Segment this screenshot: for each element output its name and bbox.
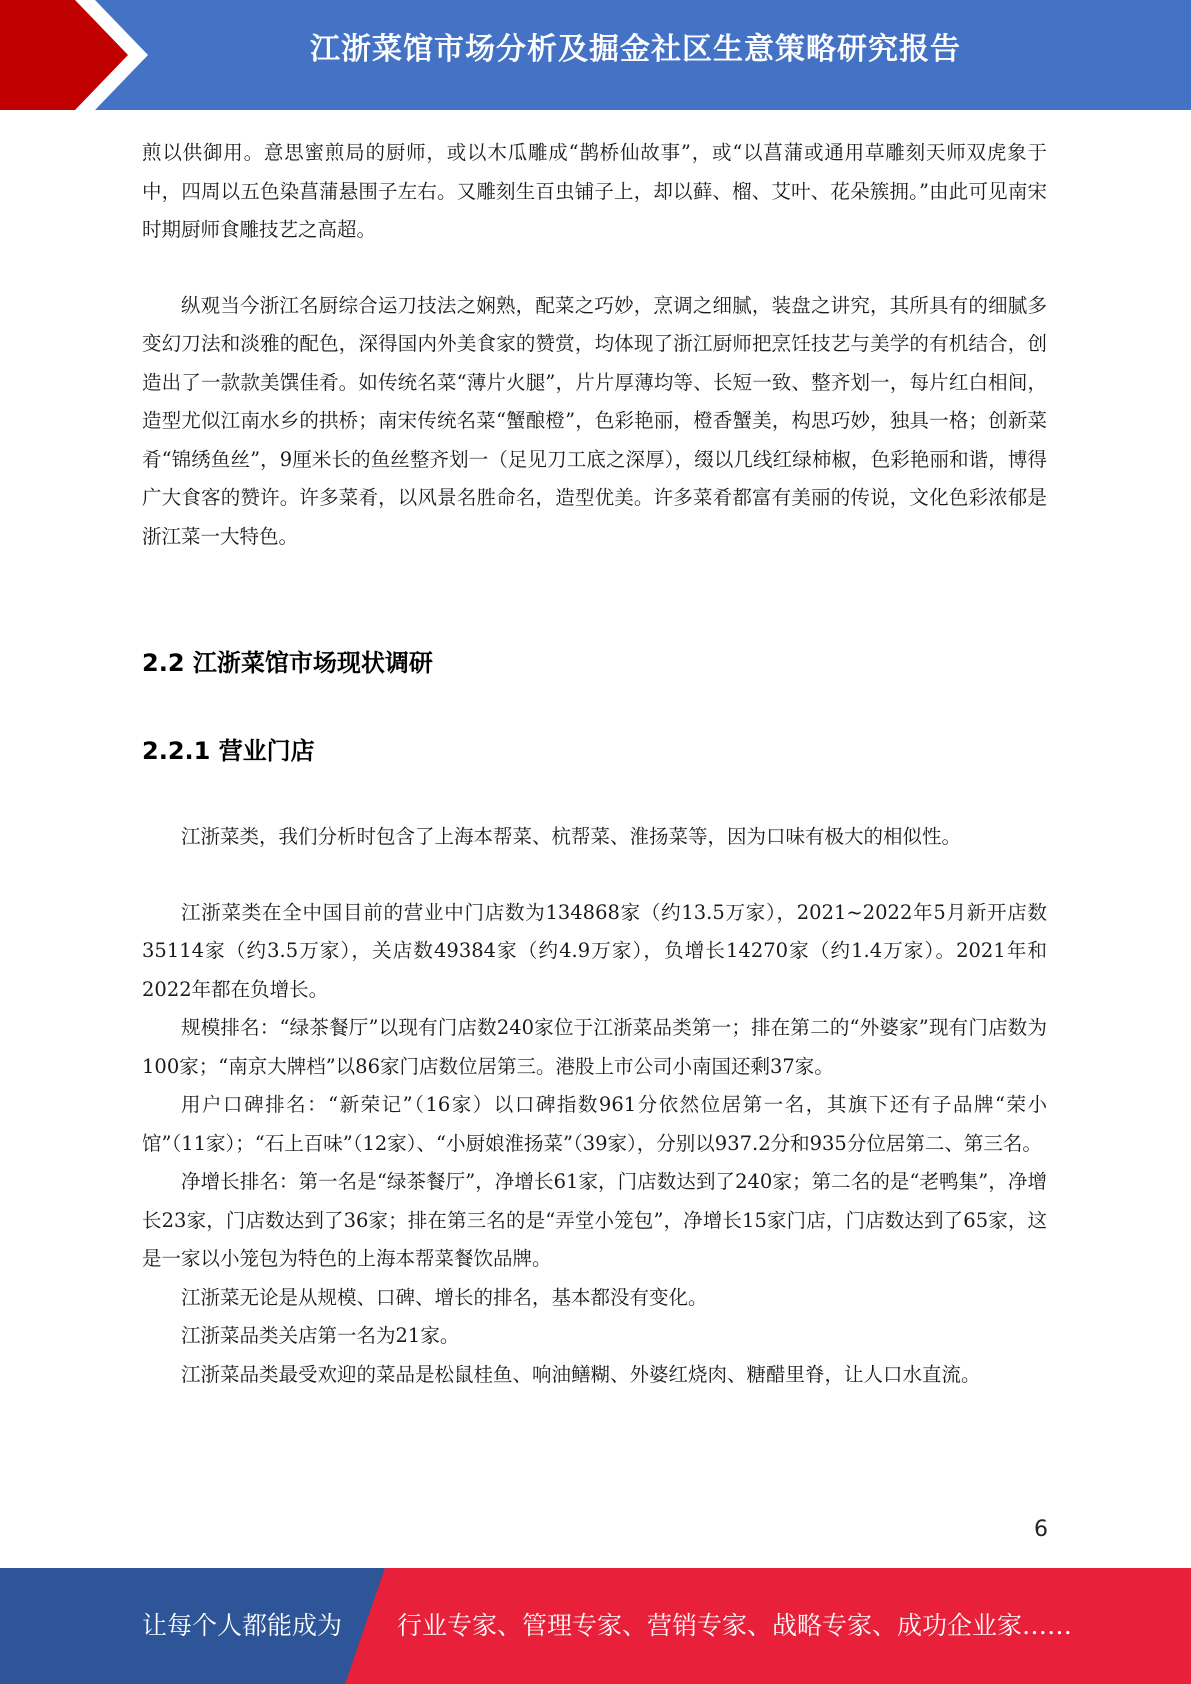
page-content — [142, 134, 1047, 1394]
paragraph: 江浙菜品类最受欢迎的菜品是松鼠桂鱼、响油鳝糊、外婆红烧肉、糖醋里脊，让人口水直流。 — [181, 1362, 981, 1386]
paragraph: 煎以供御用。意思蜜煎局的厨师，或以木瓜雕成“鹊桥仙故事”，或“以菖蒲或通用草雕刻天师双虎象于中，四周以五色染菖蒲悬围子左右。又雕刻生百虫铺子上，却以藓、榴、艾叶、花朵簇拥。”由此可见南宋时期厨师食雕技艺之高超。 — [142, 141, 1047, 241]
paragraph: 江浙菜无论是从规模、口碑、增长的排名，基本都没有变化。 — [181, 1285, 708, 1309]
paragraph: 用户口碑排名：“新荣记”（16家）以口碑指数961分依然位居第一名，其旗下还有子品牌“荣小馆”（11家）；“石上百味”（12家）、“小厨娘淮扬菜”（39家），分别以937.2分和935分位居第二、第三名。 — [142, 1093, 1047, 1155]
page-header — [0, 0, 1191, 110]
footer-slogan-left: 让每个人都能成为 — [142, 1611, 343, 1640]
paragraph: 净增长排名：第一名是“绿茶餐厅”，净增长61家，门店数达到了240家；第二名的是“老鸭集”，净增长23家，门店数达到了36家；排在第三名的是“弄堂小笼包”，净增长15家门店，门店数达到了65家，这是一家以小笼包为特色的上海本帮菜餐饮品牌。 — [142, 1170, 1047, 1270]
paragraph: 江浙菜类在全中国目前的营业中门店数为134868家（约13.5万家），2021~2022年5月新开店数35114家（约3.5万家），关店数49384家（约4.9万家），负增长14270家（约1.4万家）。2021年和2022年都在负增长。 — [142, 900, 1047, 1001]
page-number: 6 — [1034, 1517, 1048, 1542]
page-footer — [0, 1568, 1191, 1684]
paragraph: 纵观当今浙江名厨综合运刀技法之娴熟，配菜之巧妙，烹调之细腻，装盘之讲究，其所具有的细腻多变幻刀法和淡雅的配色，深得国内外美食家的赞赏，均体现了浙江厨师把烹饪技艺与美学的有机结合，创造出了一款款美馔佳肴。如传统名菜“薄片火腿”，片片厚薄均等、长短一致、整齐划一，每片红白相间，造型尤似江南水乡的拱桥；南宋传统名菜“蟹酿橙”，色彩艳丽，橙香蟹美，构思巧妙，独具一格；创新菜肴“锦绣鱼丝”，9厘米长的鱼丝整齐划一（足见刀工底之深厚），缀以几线红绿柿椒，色彩艳丽和谐，博得广大食客的赞许。许多菜肴，以风景名胜命名，造型优美。许多菜肴都富有美丽的传说，文化色彩浓郁是浙江菜一大特色。 — [142, 293, 1047, 548]
subsection-heading: 2.2.1 营业门店 — [142, 737, 315, 765]
paragraph: 江浙菜类，我们分析时包含了上海本帮菜、杭帮菜、淮扬菜等，因为口味有极大的相似性。 — [181, 825, 962, 848]
footer-slogan-right: 行业专家、管理专家、营销专家、战略专家、成功企业家…… — [397, 1611, 1073, 1640]
paragraph: 江浙菜品类关店第一名为21家。 — [181, 1324, 460, 1347]
paragraph: 规模排名：“绿茶餐厅”以现有门店数240家位于江浙菜品类第一；排在第二的“外婆家”现有门店数为100家；“南京大牌档”以86家门店数位居第三。港股上市公司小南国还剩37家。 — [142, 1016, 1047, 1078]
header-title: 江浙菜馆市场分析及掘金社区生意策略研究报告 — [310, 32, 961, 67]
section-heading: 2.2 江浙菜馆市场现状调研 — [142, 649, 433, 677]
